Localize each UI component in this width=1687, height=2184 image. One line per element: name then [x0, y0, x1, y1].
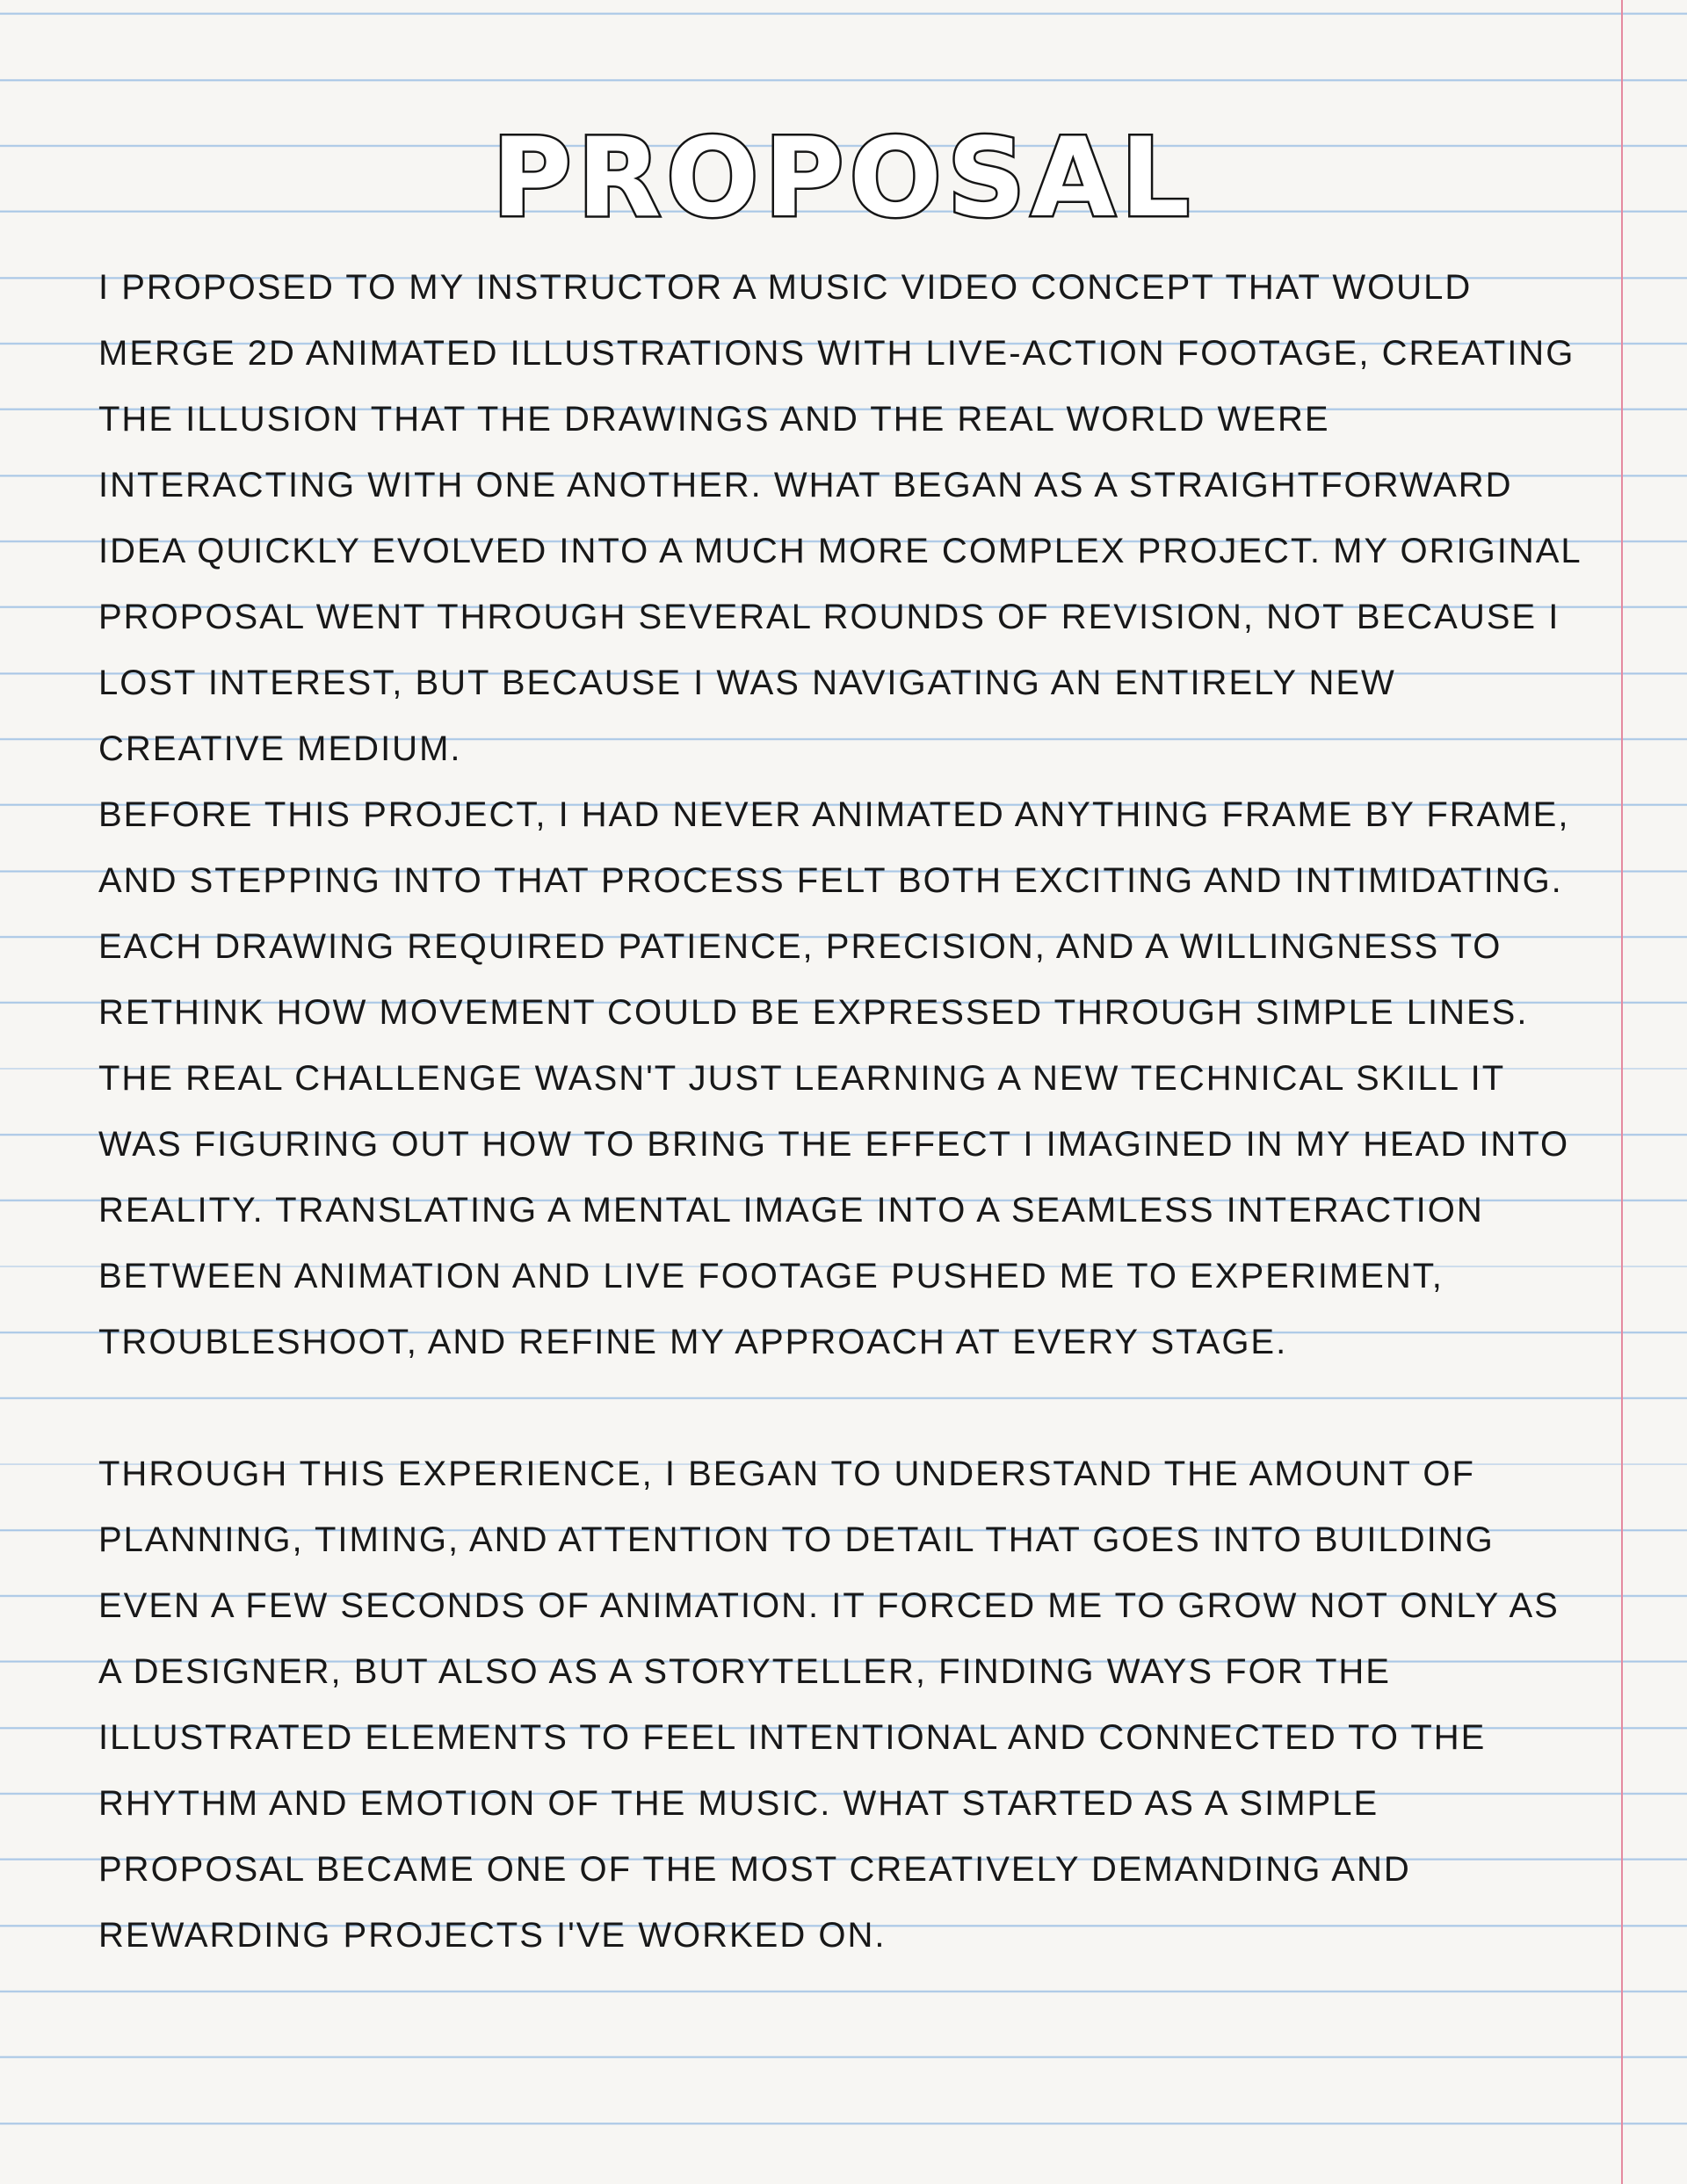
paragraph-1: I PROPOSED TO MY INSTRUCTOR A MUSIC VIDEO CONCEPT THAT WOULD MERGE 2D ANIMATED ILLUSTRATIONS WITH LIVE-ACTION FOOTAGE, CREATING THE ILLUSION THAT THE DRAWINGS AND THE REAL WORLD WERE INTERACTING WITH ONE ANOTHER. WHAT BEGAN AS A STRAIGHTFORWARD IDEA QUICKLY EVOLVED INTO A MUCH MORE COMPLEX PROJECT. MY ORIGINAL PROPOSAL WENT THROUGH SEVERAL ROUNDS OF REVISION, NOT BECAUSE I LOST INTEREST, BUT BECAUSE I WAS NAVIGATING AN ENTIRELY NEW CREATIVE MEDIUM.: [98, 268, 1582, 768]
paragraph-2: BEFORE THIS PROJECT, I HAD NEVER ANIMATED ANYTHING FRAME BY FRAME, AND STEPPING INTO THAT PROCESS FELT BOTH EXCITING AND INTIMIDATING. EACH DRAWING REQUIRED PATIENCE, PRECISION, AND A WILLINGNESS TO RETHINK HOW MOVEMENT COULD BE EXPRESSED THROUGH SIMPLE LINES. THE REAL CHALLENGE WASN'T JUST LEARNING A NEW TECHNICAL SKILL IT WAS FIGURING OUT HOW TO BRING THE EFFECT I IMAGINED IN MY HEAD INTO REALITY. TRANSLATING A MENTAL IMAGE INTO A SEAMLESS INTERACTION BETWEEN ANIMATION AND LIVE FOOTAGE PUSHED ME TO EXPERIMENT, TROUBLESHOOT, AND REFINE MY APPROACH AT EVERY STAGE.: [98, 795, 1570, 1361]
margin-line: [1621, 0, 1623, 2184]
paragraph-3: THROUGH THIS EXPERIENCE, I BEGAN TO UNDERSTAND THE AMOUNT OF PLANNING, TIMING, AND ATTENTION TO DETAIL THAT GOES INTO BUILDING EVEN A FEW SECONDS OF ANIMATION. IT FORCED ME TO GROW NOT ONLY AS A DESIGNER, BUT ALSO AS A STORYTELLER, FINDING WAYS FOR THE ILLUSTRATED ELEMENTS TO FEEL INTENTIONAL AND CONNECTED TO THE RHYTHM AND EMOTION OF THE MUSIC. WHAT STARTED AS A SIMPLE PROPOSAL BECAME ONE OF THE MOST CREATIVELY DEMANDING AND REWARDING PROJECTS I'VE WORKED ON.: [98, 1455, 1560, 1955]
page-title: PROPOSAL: [491, 115, 1196, 242]
